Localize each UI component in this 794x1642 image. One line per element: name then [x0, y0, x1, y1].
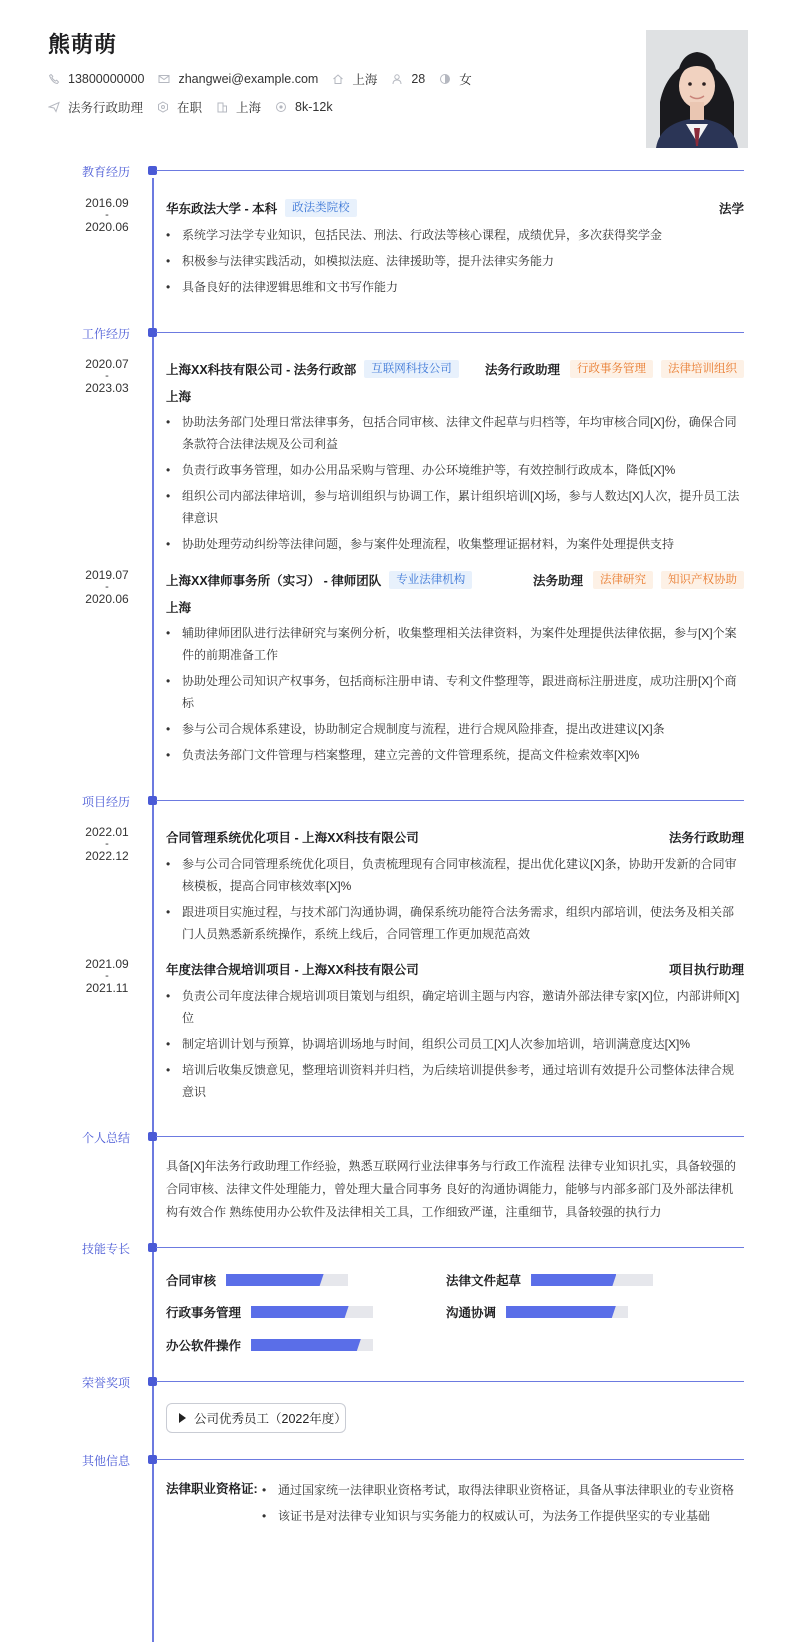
section-divider [156, 332, 744, 333]
award-item [166, 1403, 346, 1433]
skill-bar [531, 1274, 653, 1286]
project-name: 合同管理系统优化项目 - 上海XX科技有限公司 [166, 831, 419, 845]
education-date [82, 197, 132, 234]
section-projects [0, 795, 794, 809]
project-name: 年度法律合规培训项目 - 上海XX科技有限公司 [166, 963, 419, 977]
school-name: 华东政法大学 - 本科 [166, 202, 278, 216]
work-entry-2 [166, 570, 744, 770]
summary-text: 具备[X]年法务行政助理工作经验，熟悉互联网行业法律事务与行政工作流程 法律专业知识扎实，具备较强的合同审核、法律文件处理能力，曾处理大量合同事务 良好的沟通协调能力，能够与内部多部门及外部法律机构有效合作 熟练使用办公软件及法律相关工具，工作细致严谨，注重细节，具备较强的执行力 [166, 1159, 737, 1219]
section-work [0, 327, 794, 341]
section-title-education: 教育经历 [82, 165, 131, 179]
role-title: 法务助理 [532, 574, 583, 588]
project-entry-1 [166, 827, 744, 949]
date-separator: - [105, 837, 109, 850]
section-title-skills: 技能专长 [82, 1242, 131, 1256]
skill-bar [251, 1306, 373, 1318]
company-name: 上海XX科技有限公司 - 法务行政部 [166, 363, 357, 377]
profile-photo [646, 30, 748, 148]
list-item: • 培训后收集反馈意见，整理培训资料并归档，为后续培训提供参考，通过培训有效提升公司整体法律合规意识 [166, 1059, 744, 1103]
date-end: 2023.03 [85, 380, 129, 395]
skill-name: 沟通协调 [446, 1306, 497, 1320]
section-title-work: 工作经历 [82, 327, 131, 341]
date-start: 2022.01 [85, 825, 129, 839]
list-item: • 协助处理劳动纠纷等法律问题，参与案件处理流程，收集整理证据材料，为案件处理提供支持 [166, 533, 744, 555]
award-label: 公司优秀员工（2022年度） [194, 1412, 347, 1426]
project-title-row [166, 827, 744, 847]
work-bullets [166, 622, 744, 766]
list-item: • 协助法务部门处理日常法律事务，包括合同审核、法律文件起草与归档等，年均审核合同[X]份，确保合同条款符合法律法规及公司利益 [166, 411, 744, 455]
education-title-row [166, 198, 744, 218]
section-divider [156, 1247, 744, 1248]
list-item: • 负责行政事务管理，如办公用品采购与管理、办公环境维护等，有效控制行政成本，降低[X]% [166, 459, 744, 481]
list-item: • 参与公司合同管理系统优化项目，负责梳理现有合同审核流程，提出优化建议[X]条，协助开发新的合同审核模板，提高合同审核效率[X]% [166, 853, 744, 897]
date-start: 2020.07 [85, 357, 129, 371]
home-icon [332, 73, 344, 85]
salary-icon [275, 101, 287, 113]
skill-bar [506, 1306, 628, 1318]
work-title-row [166, 570, 744, 590]
job-target-item [48, 98, 143, 116]
skill-admin-management [166, 1303, 373, 1321]
contact-row [48, 70, 486, 88]
skill-bar-fill [531, 1274, 616, 1286]
section-divider [156, 1459, 744, 1460]
section-divider [156, 170, 744, 171]
education-entry [166, 198, 744, 302]
mail-icon [158, 73, 170, 85]
send-icon [48, 101, 60, 113]
age-item [391, 72, 425, 86]
skill-name: 行政事务管理 [166, 1306, 242, 1320]
salary-text: 8k-12k [295, 100, 333, 114]
salary-item [275, 100, 333, 114]
role-tag: 行政事务管理 [570, 360, 653, 379]
work-date-1 [82, 358, 132, 395]
play-triangle-icon [179, 1413, 186, 1423]
list-item: • 该证书是对法律专业知识与实务能力的权威认可，为法务工作提供坚实的专业基础 [262, 1505, 734, 1527]
email-item [158, 72, 318, 86]
skill-name: 法律文件起草 [446, 1274, 522, 1288]
certificate-label: 法律职业资格证: [166, 1482, 258, 1496]
list-item: • 负责法务部门文件管理与档案整理，建立完善的文件管理系统，提高文件检索效率[X]% [166, 744, 744, 766]
list-item: • 组织公司内部法律培训，参与培训组织与协调工作，累计组织培训[X]场，参与人数达[X]人次，提升员工法律意识 [166, 485, 744, 529]
work-location: 上海 [166, 390, 192, 404]
date-end: 2021.11 [85, 980, 129, 995]
job-intent-row [48, 98, 347, 116]
section-title-honors: 荣誉奖项 [82, 1376, 131, 1390]
building-icon [216, 101, 228, 113]
target-city-item [216, 98, 261, 116]
date-start: 2016.09 [85, 196, 129, 210]
company-tag: 专业法律机构 [389, 571, 472, 590]
education-bullets [166, 224, 744, 298]
gender-text: 女 [459, 73, 472, 87]
company-name: 上海XX律师事务所（实习） - 律师团队 [166, 574, 382, 588]
list-item: • 通过国家统一法律职业资格考试，取得法律职业资格证，具备从事法律职业的专业资格 [262, 1479, 734, 1501]
work-location: 上海 [166, 601, 192, 615]
section-title-summary: 个人总结 [82, 1131, 131, 1145]
project-bullets [166, 985, 744, 1103]
project-date-2 [82, 958, 132, 995]
section-title-projects: 项目经历 [82, 795, 131, 809]
project-entry-2 [166, 959, 744, 1107]
role-tag: 法律研究 [593, 571, 653, 590]
target-city-text: 上海 [236, 101, 262, 115]
skill-communication [446, 1303, 628, 1321]
list-item: • 辅助律师团队进行法律研究与案例分析，收集整理相关法律资料，为案件处理提供法律依据，参与[X]个案件的前期准备工作 [166, 622, 744, 666]
candidate-name: 熊萌萌 [48, 32, 118, 57]
date-separator: - [105, 208, 109, 221]
role-tag: 知识产权协助 [661, 571, 744, 590]
project-bullets [166, 853, 744, 945]
role-title: 法务行政助理 [484, 363, 560, 377]
job-target-text: 法务行政助理 [68, 101, 144, 115]
date-end: 2020.06 [85, 219, 129, 234]
date-separator: - [105, 969, 109, 982]
list-item: • 系统学习法学专业知识，包括民法、刑法、行政法等核心课程，成绩优异，多次获得奖学金 [166, 224, 744, 246]
skill-legal-drafting [446, 1271, 653, 1289]
section-other [0, 1454, 794, 1468]
date-separator: - [105, 369, 109, 382]
role-group [485, 359, 744, 379]
company-tag: 互联网科技公司 [364, 360, 459, 379]
work-entry-1 [166, 359, 744, 559]
resume-header [48, 28, 748, 148]
status-text: 在职 [177, 101, 203, 115]
section-honors [0, 1376, 794, 1390]
section-skills [0, 1242, 794, 1256]
skill-office-software [166, 1336, 373, 1354]
phone-item [48, 72, 144, 86]
work-date-2 [82, 569, 132, 606]
phone-text: 13800000000 [68, 72, 145, 86]
section-divider [156, 1136, 744, 1137]
date-start: 2021.09 [85, 957, 129, 971]
school-tag: 政法类院校 [285, 199, 357, 218]
list-item: • 负责公司年度法律合规培训项目策划与组织，确定培训主题与内容，邀请外部法律专家[X]位，内部讲师[X]位 [166, 985, 744, 1029]
section-divider [156, 1381, 744, 1382]
skill-bar [226, 1274, 348, 1286]
role-tag: 法律培训组织 [661, 360, 744, 379]
timeline-line [152, 178, 154, 1642]
email-text: zhangwei@example.com [178, 72, 319, 86]
date-end: 2022.12 [85, 848, 129, 863]
skill-contract-review [166, 1271, 348, 1289]
skill-bar-fill [506, 1306, 616, 1318]
section-summary [0, 1131, 794, 1145]
date-separator: - [105, 580, 109, 593]
work-bullets [166, 411, 744, 555]
skill-bar [251, 1339, 373, 1351]
phone-icon [48, 73, 60, 85]
person-icon [391, 73, 403, 85]
city-text: 上海 [352, 73, 378, 87]
work-title-row [166, 359, 744, 379]
list-item: • 制定培训计划与预算，协调培训场地与时间，组织公司员工[X]人次参加培训，培训满意度达[X]% [166, 1033, 744, 1055]
list-item: • 协助处理公司知识产权事务，包括商标注册申请、专利文件整理等，跟进商标注册进度，成功注册[X]个商标 [166, 670, 744, 714]
project-title-row [166, 959, 744, 979]
list-item: • 具备良好的法律逻辑思维和文书写作能力 [166, 276, 744, 298]
status-item [157, 98, 202, 116]
skill-bar-fill [251, 1339, 361, 1351]
skill-name: 合同审核 [166, 1274, 217, 1288]
date-start: 2019.07 [85, 568, 129, 582]
project-role: 项目执行助理 [668, 963, 744, 977]
city-item [332, 70, 377, 88]
section-education [0, 165, 794, 179]
gender-icon [439, 73, 451, 85]
skill-bar-fill [226, 1274, 324, 1286]
list-item: • 参与公司合规体系建设，协助制定合规制度与流程，进行合规风险排查，提出改进建议[X]条 [166, 718, 744, 740]
role-group [533, 570, 744, 590]
status-icon [157, 101, 169, 113]
project-role: 法务行政助理 [668, 831, 744, 845]
project-date-1 [82, 826, 132, 863]
list-item: • 积极参与法律实践活动，如模拟法庭、法律援助等，提升法律实务能力 [166, 250, 744, 272]
gender-item [439, 70, 472, 88]
section-title-other: 其他信息 [82, 1454, 131, 1468]
age-text: 28 [411, 72, 426, 86]
skill-name: 办公软件操作 [166, 1339, 242, 1353]
certificate-bullets [262, 1479, 734, 1531]
section-divider [156, 800, 744, 801]
list-item: • 跟进项目实施过程，与技术部门沟通协调，确保系统功能符合法务需求，组织内部培训，使法务及相关部门人员熟悉新系统操作，系统上线后，合同管理工作更加规范高效 [166, 901, 744, 945]
date-end: 2020.06 [85, 591, 129, 606]
skill-bar-fill [251, 1306, 349, 1318]
major: 法学 [718, 202, 744, 216]
